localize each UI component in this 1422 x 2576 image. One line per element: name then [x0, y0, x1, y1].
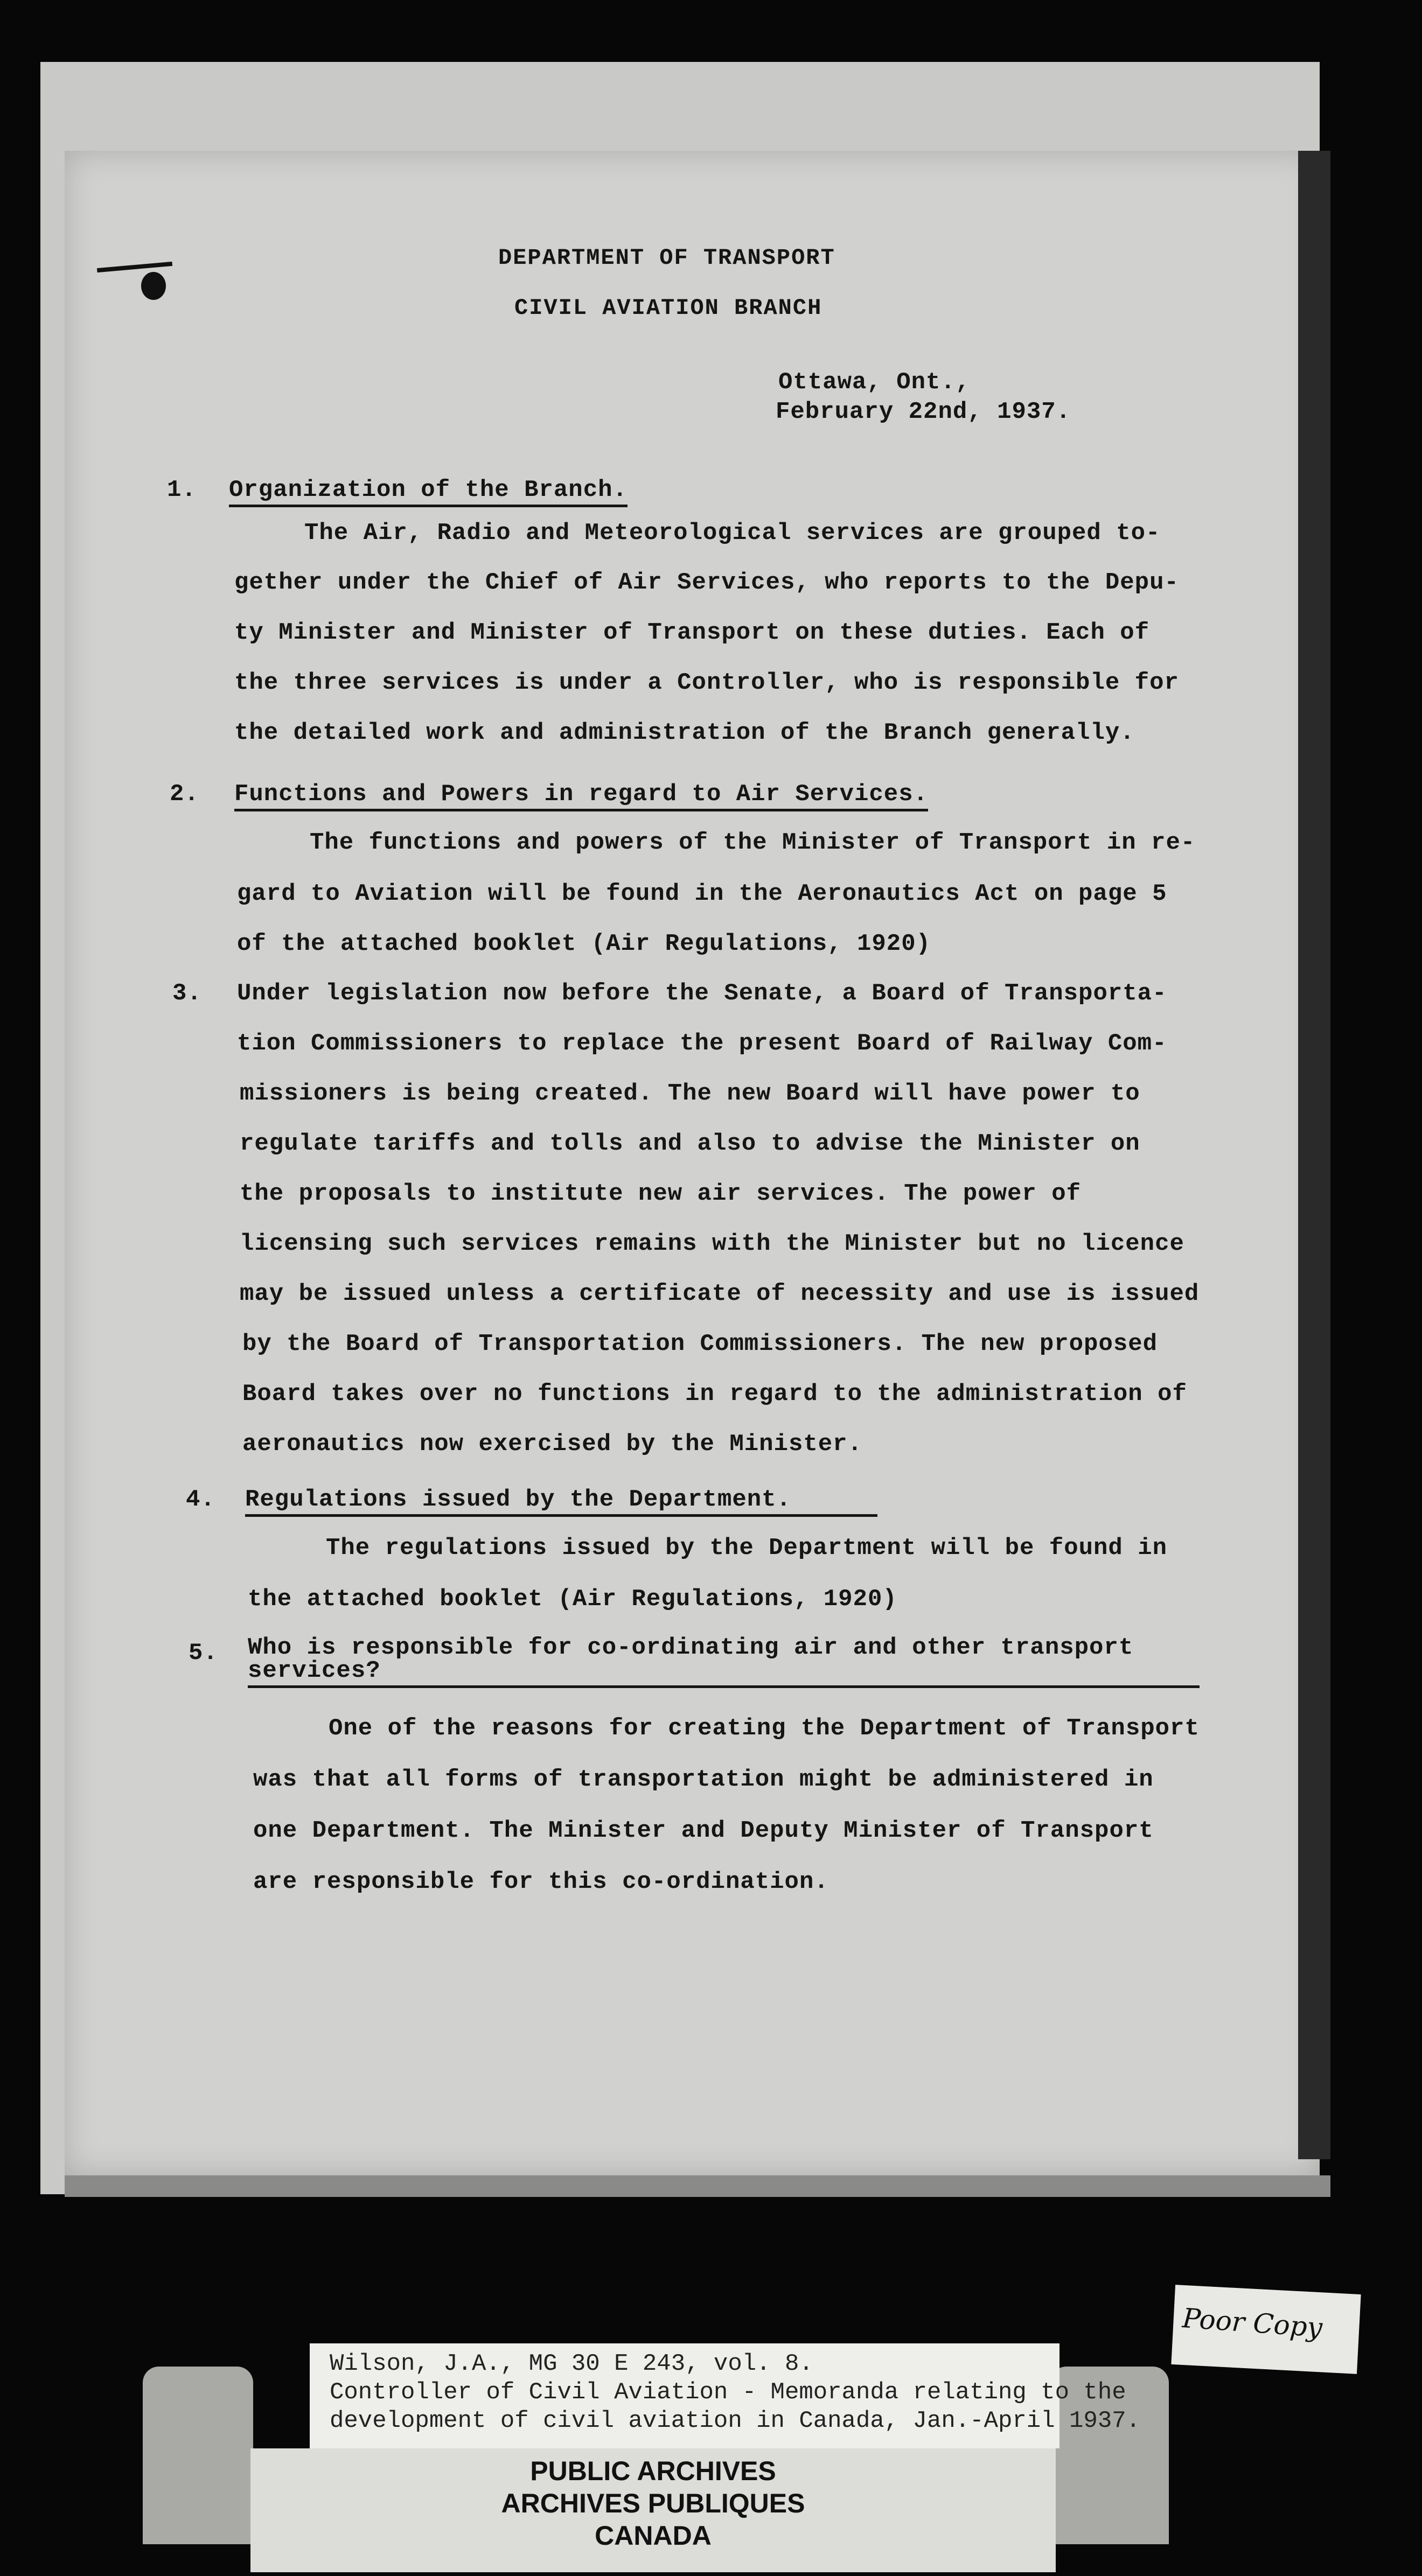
section-5-number: 5.	[189, 1640, 218, 1667]
section-3-line: Under legislation now before the Senate, a Board of Transporta-	[237, 980, 1167, 1007]
archive-label-line: Wilson, J.A., MG 30 E 243, vol. 8.	[330, 2350, 813, 2377]
section-3-line: aeronautics now exercised by the Minister.	[242, 1431, 862, 1458]
section-1-number: 1.	[167, 477, 197, 503]
archive-stamp-line: ARCHIVES PUBLIQUES	[501, 2488, 805, 2518]
section-3-line: regulate tariffs and tolls and also to advise the Minister on	[240, 1130, 1140, 1157]
department-heading: DEPARTMENT OF TRANSPORT	[498, 245, 835, 271]
section-5-line: one Department. The Minister and Deputy Minister of Transport	[253, 1817, 1154, 1844]
section-5-line: was that all forms of transportation might be administered in	[253, 1766, 1154, 1793]
section-3-line: may be issued unless a certificate of necessity and use is issued	[240, 1280, 1200, 1307]
section-3-line: tion Commissioners to replace the present Board of Railway Com-	[237, 1030, 1167, 1057]
place-line: Ottawa, Ont.,	[778, 369, 971, 396]
date-line: February 22nd, 1937.	[776, 398, 1071, 425]
section-3-line: the proposals to institute new air services. The power of	[240, 1180, 1082, 1207]
section-1-line: The Air, Radio and Meteorological services are grouped to-	[304, 520, 1161, 547]
section-2-number: 2.	[170, 781, 199, 808]
page-bottom-shadow	[65, 2175, 1330, 2197]
section-3-line: licensing such services remains with the Minister but no licence	[240, 1230, 1184, 1257]
section-4-line: The regulations issued by the Department will be found in	[326, 1535, 1168, 1562]
section-1-line: gether under the Chief of Air Services, who reports to the Depu-	[234, 569, 1179, 596]
archive-stamp-line: CANADA	[595, 2521, 712, 2551]
branch-heading: CIVIL AVIATION BRANCH	[514, 295, 822, 321]
section-5-heading-line1: Who is responsible for co-ordinating air and other transport	[248, 1634, 1134, 1661]
archive-label-line: Controller of Civil Aviation - Memoranda relating to the	[330, 2379, 1126, 2406]
section-3-number: 3.	[172, 980, 202, 1007]
section-2-line: gard to Aviation will be found in the Aeronautics Act on page 5	[237, 880, 1167, 907]
section-4-heading: Regulations issued by the Department.	[245, 1486, 877, 1517]
archive-label-line: development of civil aviation in Canada, Jan.-April 1937.	[330, 2407, 1141, 2434]
section-4-line: the attached booklet (Air Regulations, 1920)	[248, 1586, 897, 1613]
section-3-line: by the Board of Transportation Commissioners. The new proposed	[242, 1331, 1158, 1357]
archive-stamp-line: PUBLIC ARCHIVES	[530, 2456, 776, 2486]
section-1-line: the detailed work and administration of the Branch generally.	[234, 719, 1135, 746]
section-5-heading-line2: services?	[248, 1657, 1200, 1688]
page-edge-shadow	[1298, 151, 1330, 2159]
section-4-number: 4.	[186, 1486, 215, 1513]
binder-clip-left	[143, 2367, 253, 2544]
section-3-line: Board takes over no functions in regard to the administration of	[242, 1381, 1187, 1408]
section-2-line: of the attached booklet (Air Regulations, 1920)	[237, 930, 931, 957]
section-1-line: the three services is under a Controller, who is responsible for	[234, 669, 1179, 696]
section-3-line: missioners is being created. The new Board will have power to	[240, 1080, 1140, 1107]
section-5-line: One of the reasons for creating the Department of Transport	[329, 1715, 1200, 1742]
section-5-line: are responsible for this co-ordination.	[253, 1868, 829, 1895]
section-1-line: ty Minister and Minister of Transport on these duties. Each of	[234, 619, 1150, 646]
binder-hole	[141, 272, 166, 300]
section-2-line: The functions and powers of the Minister of Transport in re-	[310, 829, 1196, 856]
section-1-heading: Organization of the Branch.	[229, 477, 628, 507]
poor-copy-text: Poor Copy	[1181, 2302, 1323, 2344]
section-2-heading: Functions and Powers in regard to Air Services.	[234, 781, 928, 811]
